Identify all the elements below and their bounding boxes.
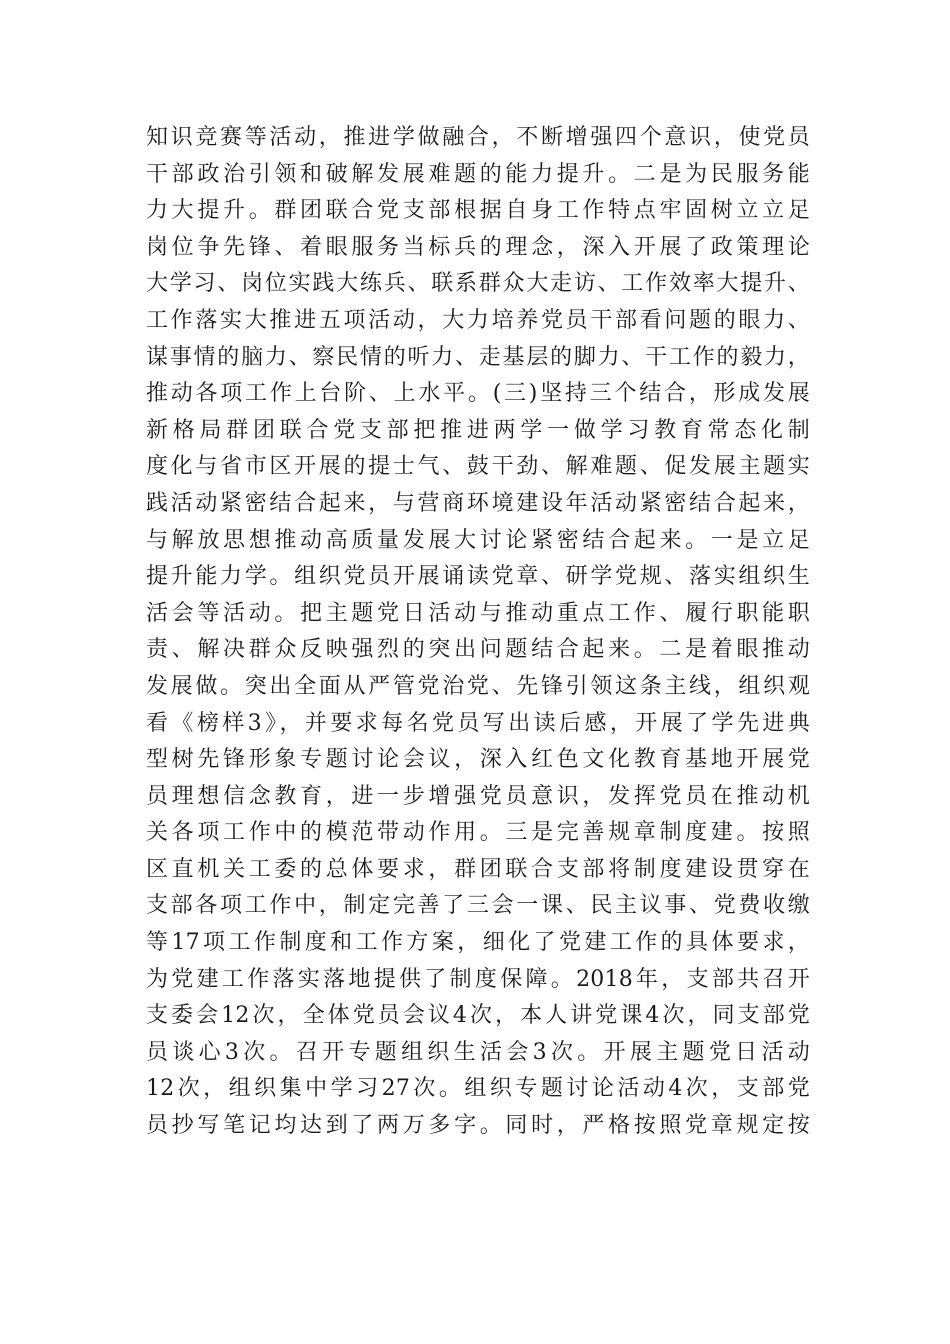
text-line: 大学习、岗位实践大练兵、联系群众大走访、工作效率大提升、 (146, 271, 810, 297)
text-line: 员谈心3次。召开专题组织生活会3次。开展主题党日活动 (146, 1039, 810, 1065)
text-line: 岗位争先锋、着眼服务当标兵的理念，深入开展了政策理论 (146, 234, 810, 260)
text-line: 员抄写笔记均达到了两万多字。同时，严格按照党章规定按 (146, 1113, 810, 1139)
text-line: 支委会12次，全体党员会议4次，本人讲党课4次，同支部党 (146, 1003, 810, 1029)
text-line: 活会等活动。把主题党日活动与推动重点工作、履行职能职 (146, 600, 810, 626)
text-line: 新格局群团联合党支部把推进两学一做学习教育常态化制 (146, 417, 810, 443)
text-line: 支部各项工作中，制定完善了三会一课、民主议事、党费收缴 (146, 893, 810, 919)
text-line: 知识竞赛等活动，推进学做融合，不断增强四个意识，使党员 (146, 125, 810, 150)
text-line: 型树先锋形象专题讨论会议，深入红色文化教育基地开展党 (146, 747, 810, 773)
text-line: 推动各项工作上台阶、上水平。(三)坚持三个结合，形成发展 (146, 381, 810, 407)
text-line: 看《榜样3》，并要求每名党员写出读后感，开展了学先进典 (146, 710, 810, 736)
text-line: 工作落实大推进五项活动，大力培养党员干部看问题的眼力、 (146, 307, 810, 333)
text-line: 提升能力学。组织党员开展诵读党章、研学党规、落实组织生 (146, 564, 810, 590)
text-line: 谋事情的脑力、察民情的听力、走基层的脚力、干工作的毅力， (146, 344, 810, 370)
text-line: 责、解决群众反映强烈的突出问题结合起来。二是着眼推动 (146, 637, 810, 663)
text-line: 度化与省市区开展的提士气、鼓干劲、解难题、促发展主题实 (146, 454, 810, 480)
text-line: 12次，组织集中学习27次。组织专题讨论活动4次，支部党 (146, 1076, 810, 1102)
body-text (146, 120, 810, 1145)
text-line: 力大提升。群团联合党支部根据自身工作特点牢固树立立足 (146, 198, 810, 224)
text-line: 区直机关工委的总体要求，群团联合支部将制度建设贯穿在 (146, 856, 810, 882)
text-line: 员理想信念教育，进一步增强党员意识，发挥党员在推动机 (146, 783, 810, 809)
text-line: 践活动紧密结合起来，与营商环境建设年活动紧密结合起来， (146, 490, 810, 516)
text-line: 关各项工作中的模范带动作用。三是完善规章制度建。按照 (146, 820, 810, 846)
text-line: 发展做。突出全面从严管党治党、先锋引领这条主线，组织观 (146, 673, 810, 699)
text-line: 为党建工作落实落地提供了制度保障。2018年，支部共召开 (146, 966, 810, 992)
text-line: 与解放思想推动高质量发展大讨论紧密结合起来。一是立足 (146, 527, 810, 553)
text-line: 干部政治引领和破解发展难题的能力提升。二是为民服务能 (146, 161, 810, 187)
text-line: 等17项工作制度和工作方案，细化了党建工作的具体要求， (146, 930, 810, 956)
